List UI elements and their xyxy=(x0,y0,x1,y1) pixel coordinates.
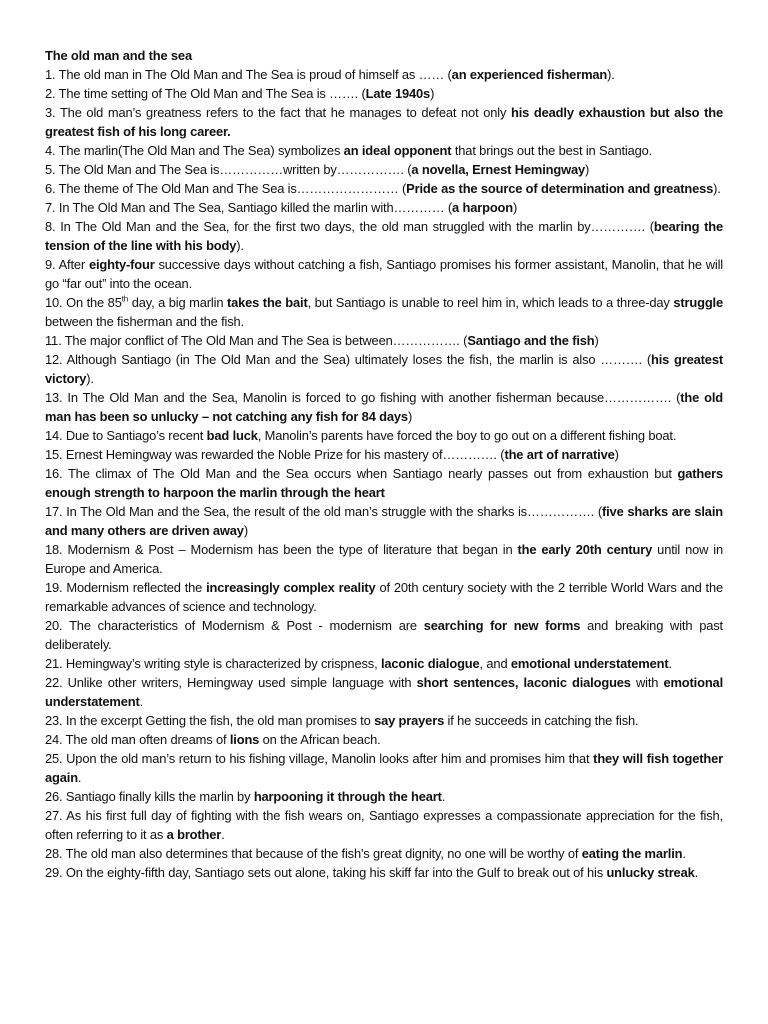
question-text: ) xyxy=(614,447,619,462)
question-item xyxy=(45,540,723,578)
question-item xyxy=(45,445,723,464)
question-text: between the fisherman and the fish. xyxy=(45,314,244,329)
answer-text: a novella, Ernest Hemingway xyxy=(411,162,586,177)
question-item xyxy=(45,141,723,160)
answer-text: five sharks are slain and many others are driven away xyxy=(45,504,723,538)
answer-text: the early 20th century xyxy=(517,542,653,557)
answer-text: say prayers xyxy=(374,713,445,728)
question-item xyxy=(45,616,723,654)
question-text: ) xyxy=(513,200,518,215)
question-list xyxy=(45,65,723,882)
question-text: 12. Although Santiago (in The Old Man and the Sea) ultimately loses the fish, the marlin is also ………. ( xyxy=(45,352,651,367)
answer-text: a harpoon xyxy=(452,200,514,215)
question-text: 7. In The Old Man and The Sea, Santiago killed the marlin with………… ( xyxy=(45,200,453,215)
question-item xyxy=(45,388,723,426)
answer-text: increasingly complex reality xyxy=(206,580,376,595)
question-text: 27. As his first full day of fighting with the fish wears on, Santiago expresses a compassionate appreciation for the fish, often referring to it as xyxy=(45,808,723,842)
answer-text: eighty-four xyxy=(88,257,155,272)
answer-text: the art of narrative xyxy=(504,447,615,462)
question-item xyxy=(45,426,723,445)
question-text: and breaking with past deliberately. xyxy=(45,618,723,652)
answer-text: laconic dialogue xyxy=(380,656,480,671)
question-text: , Manolin’s parents have forced the boy to go out on a different fishing boat. xyxy=(257,428,677,443)
question-text: 10. On the 85 xyxy=(45,295,122,310)
question-text: 28. The old man also determines that because of the fish's great dignity, no one will be worthy of xyxy=(45,846,582,861)
answer-text: emotional understatement xyxy=(45,675,723,709)
answer-text: an ideal opponent xyxy=(343,143,452,158)
question-text: 1. The old man in The Old Man and The Sea is proud of himself as …… ( xyxy=(45,67,452,82)
answer-text: Santiago and the fish xyxy=(467,333,595,348)
question-text: ). xyxy=(236,238,244,253)
question-text: 18. Modernism & Post – Modernism has been the type of literature that began in xyxy=(45,542,518,557)
question-text: of 20th century society with the 2 terrible World Wars and the remarkable advances of science and technology. xyxy=(45,580,723,614)
answer-text: his deadly exhaustion but also the greatest fish of his long career. xyxy=(45,105,723,139)
question-text: 13. In The Old Man and the Sea, Manolin is forced to go fishing with another fisherman because……………. ( xyxy=(45,390,681,405)
question-item xyxy=(45,160,723,179)
question-text: . xyxy=(139,694,144,709)
question-item xyxy=(45,730,723,749)
question-item xyxy=(45,65,723,84)
question-text: 4. The marlin(The Old Man and The Sea) symbolizes xyxy=(45,143,344,158)
question-text: , but Santiago is unable to reel him in, which leads to a three-day xyxy=(307,295,674,310)
question-text: 20. The characteristics of Modernism & Post - modernism are xyxy=(45,618,424,633)
question-text: 25. Upon the old man’s return to his fishing village, Manolin looks after him and promises him that xyxy=(45,751,594,766)
question-text: 26. Santiago finally kills the marlin by xyxy=(45,789,254,804)
question-item xyxy=(45,293,723,331)
question-text: if he succeeds in catching the fish. xyxy=(444,713,639,728)
question-text: with xyxy=(630,675,664,690)
question-text: 23. In the excerpt Getting the fish, the old man promises to xyxy=(45,713,375,728)
question-text: 24. The old man often dreams of xyxy=(45,732,230,747)
question-item xyxy=(45,863,723,882)
question-text: ) xyxy=(594,333,599,348)
answer-text: gathers enough strength to harpoon the marlin through the heart xyxy=(45,466,723,500)
answer-text: unlucky streak xyxy=(606,865,695,880)
question-item xyxy=(45,844,723,863)
question-text: 22. Unlike other writers, Hemingway used simple language with xyxy=(45,675,417,690)
answer-text: short sentences, laconic dialogues xyxy=(416,675,631,690)
answer-text: the old man has been so unlucky – not catching any fish for 84 days xyxy=(45,390,723,424)
question-text: 16. The climax of The Old Man and the Sea occurs when Santiago nearly passes out from exhaustion but xyxy=(45,466,678,481)
question-text: . xyxy=(682,846,686,861)
superscript-text: th xyxy=(121,294,129,304)
question-item xyxy=(45,103,723,141)
answer-text: harpooning it through the heart xyxy=(253,789,442,804)
question-text: . xyxy=(221,827,225,842)
answer-text: a brother xyxy=(166,827,222,842)
question-text: 5. The Old Man and The Sea is……………written by……………. ( xyxy=(45,162,412,177)
question-item xyxy=(45,673,723,711)
question-text: ). xyxy=(607,67,615,82)
question-text: until now in Europe and America. xyxy=(45,542,724,576)
question-text: , and xyxy=(479,656,511,671)
question-text: successive days without catching a fish, Santiago promises his former assistant, Manolin, that he will go “far out” into the ocean. xyxy=(45,257,724,291)
document-title: The old man and the sea xyxy=(45,48,192,63)
question-item xyxy=(45,84,723,103)
question-text: ) xyxy=(243,523,248,538)
question-text: ). xyxy=(713,181,721,196)
question-item xyxy=(45,578,723,616)
question-item xyxy=(45,217,723,255)
answer-text: takes the bait xyxy=(226,295,308,310)
question-text: . xyxy=(694,865,699,880)
question-item xyxy=(45,464,723,502)
answer-text: an experienced fisherman xyxy=(451,67,608,82)
question-text: ) xyxy=(407,409,413,424)
question-item xyxy=(45,654,723,673)
question-item xyxy=(45,711,723,730)
question-text: 29. On the eighty-fifth day, Santiago sets out alone, taking his skiff far into the Gulf to break out of his xyxy=(45,865,607,880)
answer-text: Pride as the source of determination and greatness xyxy=(406,181,714,196)
question-item xyxy=(45,198,723,217)
answer-text: bearing the tension of the line with his body xyxy=(45,219,723,253)
question-item xyxy=(45,255,723,293)
question-text: day, a big marlin xyxy=(128,295,227,310)
answer-text: bad luck xyxy=(206,428,258,443)
question-text: 11. The major conflict of The Old Man and The Sea is between……………. ( xyxy=(45,333,468,348)
question-text: 21. Hemingway’s writing style is characterized by crispness, xyxy=(45,656,381,671)
question-text: ) xyxy=(585,162,590,177)
document-page xyxy=(45,46,723,882)
question-text: ) xyxy=(430,86,435,101)
question-text: . xyxy=(668,656,672,671)
answer-text: Late 1940s xyxy=(365,86,431,101)
question-text: 15. Ernest Hemingway was rewarded the Noble Prize for his mastery of…………. ( xyxy=(45,447,505,462)
question-item xyxy=(45,331,723,350)
question-text: 9. After xyxy=(45,257,89,272)
question-item xyxy=(45,179,723,198)
answer-text: his greatest victory xyxy=(45,352,723,386)
question-text: 19. Modernism reflected the xyxy=(45,580,207,595)
question-text: on the African beach. xyxy=(259,732,381,747)
question-item xyxy=(45,502,723,540)
answer-text: searching for new forms xyxy=(423,618,581,633)
question-text: that brings out the best in Santiago. xyxy=(451,143,653,158)
question-item xyxy=(45,787,723,806)
question-text: ). xyxy=(86,371,94,386)
answer-text: lions xyxy=(229,732,260,747)
question-text: 6. The theme of The Old Man and The Sea is…………………… ( xyxy=(45,181,407,196)
answer-text: struggle xyxy=(673,295,723,310)
question-item xyxy=(45,350,723,388)
question-text: . xyxy=(77,770,82,785)
question-text: . xyxy=(441,789,446,804)
question-text: 14. Due to Santiago’s recent xyxy=(45,428,207,443)
question-item xyxy=(45,749,723,787)
question-text: 8. In The Old Man and the Sea, for the first two days, the old man struggled with the marlin by…………. ( xyxy=(45,219,654,234)
answer-text: they will fish together again xyxy=(45,751,723,785)
question-text: 3. The old man’s greatness refers to the fact that he manages to defeat not only xyxy=(45,105,512,120)
question-item xyxy=(45,806,723,844)
question-text: 2. The time setting of The Old Man and The Sea is ……. ( xyxy=(45,86,366,101)
answer-text: eating the marlin xyxy=(581,846,683,861)
answer-text: emotional understatement xyxy=(510,656,669,671)
question-text: 17. In The Old Man and the Sea, the result of the old man’s struggle with the sharks is……………. ( xyxy=(45,504,602,519)
